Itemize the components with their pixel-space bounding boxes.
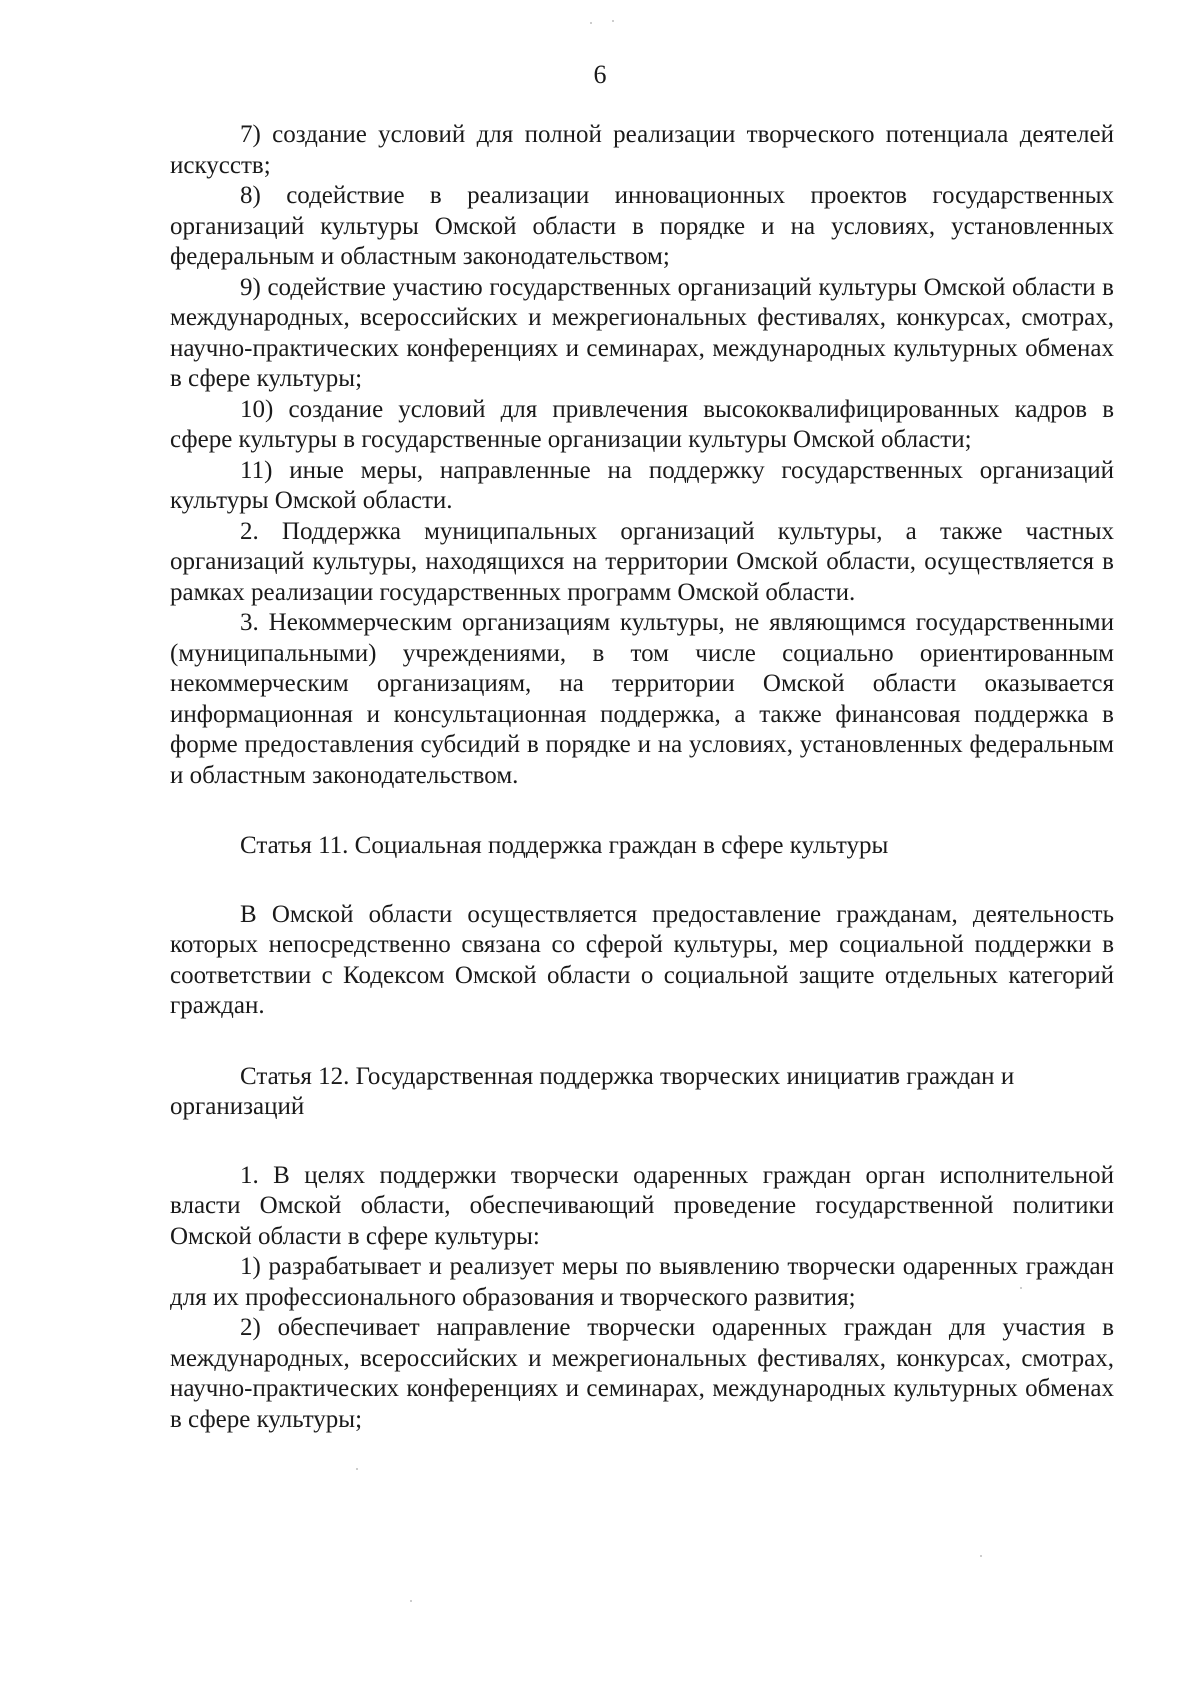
scan-speck	[356, 1468, 358, 1470]
paragraph: 3. Некоммерческим организациям культуры, не являющимся государственными (муниципальными) учреждениями, в том числе социально ориентированным некоммерческим организациям, на территории Омской области оказывается информационная и консультационная поддержка, а также финансовая поддержка в форме предоставления субсидий в порядке и на условиях, установленных федеральным и областным законодательством.	[170, 609, 1114, 789]
page-number: 6	[593, 60, 607, 89]
list-item: 10) создание условий для привлечения высококвалифицированных кадров в сфере культуры в государственные организации культуры Омской области;	[170, 395, 1114, 453]
list-item: 11) иные меры, направленные на поддержку государственных организаций культуры Омской области.	[170, 456, 1114, 514]
list-item: 7) создание условий для полной реализации творческого потенциала деятелей искусств;	[170, 121, 1114, 179]
paragraph: 1. В целях поддержки творчески одаренных граждан орган исполнительной власти Омской области, обеспечивающий проведение государственной политики Омской области в сфере культуры:	[170, 1161, 1114, 1250]
list-item: 8) содействие в реализации инновационных проектов государственных организаций культуры Омской области в порядке и на условиях, установленных федеральным и областным законодательством;	[170, 182, 1114, 270]
list-continuation	[170, 120, 1114, 791]
paragraph: 2. Поддержка муниципальных организаций культуры, а также частных организаций культуры, находящихся на территории Омской области, осуществляется в рамках реализации государственных программ Омской области.	[170, 517, 1114, 606]
article-12-heading-block	[170, 1062, 1114, 1123]
list-item: 9) содействие участию государственных организаций культуры Омской области в международных, всероссийских и межрегиональных фестивалях, конкурсах, смотрах, научно-практических конференциях и семинарах, международных культурных обменах в сфере культуры;	[170, 273, 1114, 392]
scan-speck	[1020, 1287, 1022, 1289]
article-12-body	[170, 1161, 1114, 1436]
scan-speck	[590, 22, 592, 24]
scan-speck	[980, 1555, 982, 1557]
document-body	[170, 120, 1114, 1435]
scan-speck	[410, 1600, 412, 1602]
article-11-body	[170, 900, 1114, 1022]
list-item: 2) обеспечивает направление творчески одаренных граждан для участия в международных, всероссийских и межрегиональных фестивалях, конкурсах, смотрах, научно-практических конференциях и семинарах, международных культурных обменах в сфере культуры;	[170, 1314, 1114, 1433]
article-12-heading: Статья 12. Государственная поддержка творческих инициатив граждан и организаций	[170, 1062, 1015, 1120]
paragraph: В Омской области осуществляется предоставление гражданам, деятельность которых непосредственно связана со сферой культуры, мер социальной поддержки в соответствии с Кодексом Омской области о социальной защите отдельных категорий граждан.	[170, 900, 1114, 1019]
list-item: 1) разрабатывает и реализует меры по выявлению творчески одаренных граждан для их профессионального образования и творческого развития;	[170, 1253, 1114, 1311]
article-11-heading: Статья 11. Социальная поддержка граждан в сфере культуры	[240, 832, 889, 859]
scan-speck	[612, 20, 614, 22]
